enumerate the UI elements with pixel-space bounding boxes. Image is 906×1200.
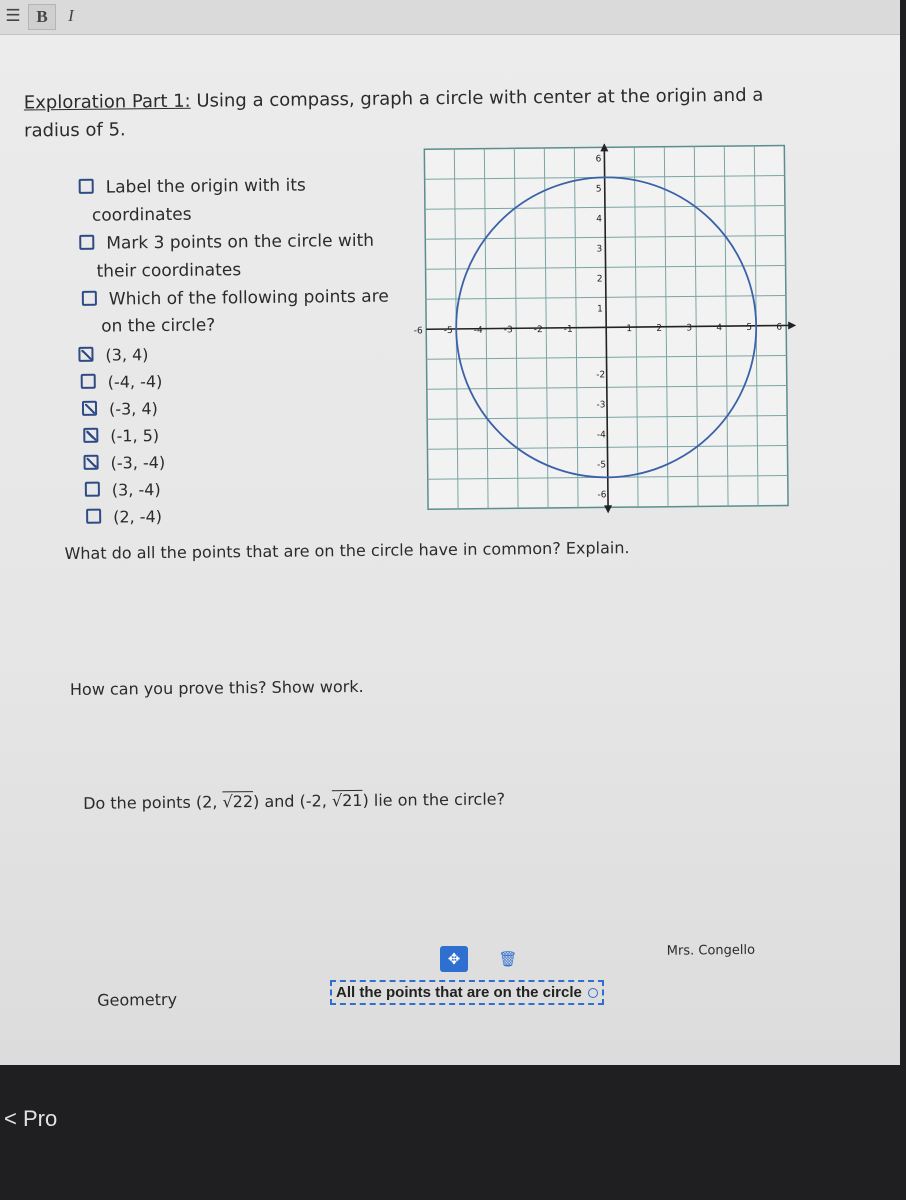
point-option — [85, 480, 161, 500]
task-label-cont: coordinates — [91, 204, 192, 226]
point-option — [83, 426, 159, 446]
menu-icon[interactable]: ☰ — [5, 6, 21, 25]
y-tick-label: -2 — [596, 370, 606, 381]
x-tick-label: -4 — [473, 325, 483, 336]
x-axis-arrow-icon — [788, 321, 796, 329]
point-option — [78, 345, 148, 365]
question-prove: How can you prove this? Show work. — [69, 676, 364, 699]
title-line2: radius of 5. — [24, 119, 126, 142]
option-checkbox[interactable] — [85, 482, 100, 497]
question-common: What do all the points that are on the circle have in common? Explain. — [64, 538, 630, 564]
x-tick-label: -1 — [563, 324, 573, 335]
option-checkbox[interactable] — [81, 374, 96, 389]
option-label: (3, 4) — [105, 345, 149, 365]
sqrt-21: √21 — [331, 790, 363, 811]
y-tick-label: -4 — [596, 430, 606, 441]
point-option — [81, 372, 163, 392]
x-tick-label: 2 — [656, 323, 663, 334]
question-points — [83, 789, 505, 812]
y-tick-label: 6 — [595, 154, 602, 165]
question-text-b: ) and (-2, — [252, 791, 333, 812]
task-checkbox[interactable] — [79, 179, 94, 194]
task-label-cont: their coordinates — [96, 260, 242, 282]
task-item — [82, 287, 389, 310]
answer-text[interactable]: All the points that are on the circle — [336, 984, 582, 1001]
task-checkbox[interactable] — [79, 235, 94, 250]
resize-handle-icon[interactable] — [588, 988, 598, 998]
task-item — [79, 231, 374, 254]
x-tick-label: -5 — [443, 325, 453, 337]
option-label: (2, -4) — [113, 507, 163, 527]
move-icon[interactable]: ✥ — [440, 946, 468, 972]
option-label: (-1, 5) — [110, 426, 160, 446]
task-item — [79, 175, 306, 197]
footer-subject: Geometry — [97, 989, 178, 1010]
y-tick-label: 1 — [597, 304, 603, 315]
point-option — [82, 399, 158, 419]
option-checkbox[interactable] — [82, 401, 97, 416]
worksheet-title — [24, 85, 764, 114]
y-tick-label: 2 — [596, 274, 603, 285]
bold-button[interactable]: B — [28, 4, 56, 30]
coordinate-grid — [413, 142, 788, 529]
x-tick-label: -6 — [413, 326, 423, 337]
title-text: Using a compass, graph a circle with center at the origin and a — [196, 84, 764, 112]
y-tick-label: 3 — [596, 244, 603, 255]
italic-button[interactable]: I — [68, 6, 74, 25]
option-checkbox[interactable] — [78, 347, 93, 362]
sqrt-22: √22 — [222, 792, 254, 812]
x-tick-label: 4 — [716, 323, 723, 334]
y-axis-arrow-bottom-icon — [604, 505, 612, 513]
option-label: (3, -4) — [111, 480, 161, 500]
point-option — [83, 453, 165, 473]
question-text-a: Do the points (2, — [83, 792, 223, 813]
option-label: (-3, -4) — [110, 452, 166, 473]
x-tick-label: 6 — [776, 322, 783, 333]
trash-icon[interactable]: 🗑 — [498, 951, 518, 968]
option-checkbox[interactable] — [84, 455, 99, 470]
point-option — [86, 507, 162, 527]
x-tick-label: -2 — [533, 325, 543, 336]
laptop-model-text: Pro — [22, 1106, 58, 1131]
y-tick-label: 5 — [595, 184, 602, 195]
title-label: Exploration Part 1: — [23, 90, 191, 114]
y-tick-label: 4 — [596, 214, 602, 225]
x-tick-label: 5 — [746, 322, 753, 333]
option-checkbox[interactable] — [83, 428, 98, 443]
question-text-c: ) lie on the circle? — [362, 789, 506, 810]
footer-teacher: Mrs. Congello — [666, 942, 756, 959]
x-tick-label: -3 — [503, 325, 513, 336]
option-label: (-3, 4) — [108, 399, 158, 419]
option-label: (-4, -4) — [107, 372, 163, 392]
y-tick-label: -6 — [597, 490, 607, 501]
task-checkbox[interactable] — [82, 291, 97, 306]
y-tick-label: -5 — [597, 460, 607, 471]
x-tick-label: 3 — [686, 323, 693, 334]
y-tick-label: -3 — [596, 400, 606, 411]
graph-svg — [413, 142, 788, 524]
answer-text-box[interactable] — [330, 980, 604, 1005]
task-label: Label the origin with its — [105, 175, 306, 198]
x-tick-label: 1 — [626, 324, 633, 335]
task-label: Which of the following points are — [108, 286, 389, 310]
task-label: Mark 3 points on the circle with — [106, 230, 375, 254]
laptop-model-label: < Pro — [4, 1106, 58, 1131]
task-label-cont: on the circle? — [101, 315, 216, 337]
option-checkbox[interactable] — [86, 509, 101, 524]
